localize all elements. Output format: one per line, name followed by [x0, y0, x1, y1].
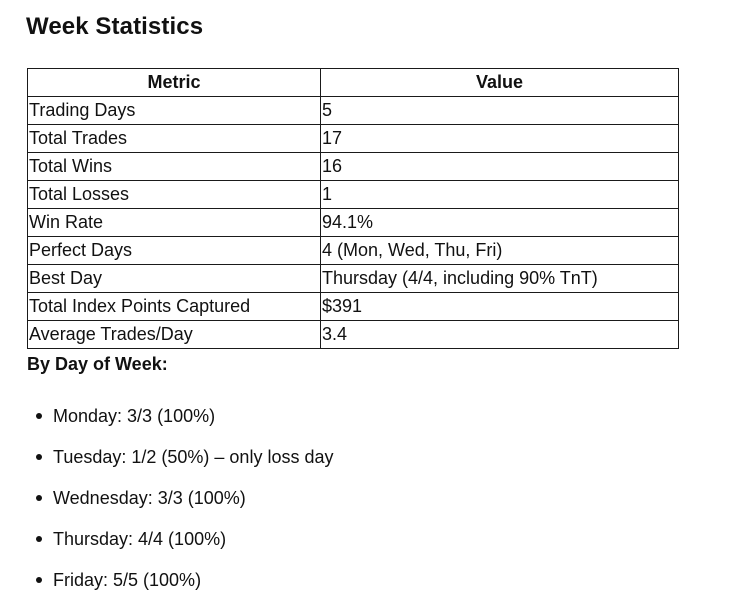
list-item — [27, 484, 333, 525]
table-row — [28, 237, 679, 265]
table-header-row — [28, 69, 679, 97]
list-item-text: Friday: 5/5 (100%) — [53, 570, 202, 590]
value-cell: 94.1% — [321, 209, 679, 237]
table-row — [28, 153, 679, 181]
table-row — [28, 293, 679, 321]
table-row — [28, 265, 679, 293]
value-cell: 16 — [321, 153, 679, 181]
list-item — [27, 566, 333, 607]
table-row — [28, 209, 679, 237]
list-item-text: Monday: 3/3 (100%) — [53, 406, 216, 426]
list-item-text: Thursday: 4/4 (100%) — [53, 529, 227, 549]
list-item-text: Wednesday: 3/3 (100%) — [53, 488, 246, 508]
week-statistics-table — [27, 68, 679, 349]
table-row — [28, 97, 679, 125]
table-row — [28, 181, 679, 209]
value-cell: 4 (Mon, Wed, Thu, Fri) — [321, 237, 679, 265]
bullet-icon — [36, 495, 42, 501]
value-cell: 17 — [321, 125, 679, 153]
metric-cell: Perfect Days — [28, 237, 321, 265]
metric-cell: Win Rate — [28, 209, 321, 237]
page-title: Week Statistics — [26, 13, 204, 40]
value-cell: 3.4 — [321, 321, 679, 349]
metric-cell: Total Trades — [28, 125, 321, 153]
by-day-list — [27, 402, 333, 607]
bullet-icon — [36, 536, 42, 542]
metric-cell: Total Wins — [28, 153, 321, 181]
bullet-icon — [36, 413, 42, 419]
metric-cell: Best Day — [28, 265, 321, 293]
metric-cell: Total Losses — [28, 181, 321, 209]
bullet-icon — [36, 577, 42, 583]
bullet-icon — [36, 454, 42, 460]
value-cell: Thursday (4/4, including 90% TnT) — [321, 265, 679, 293]
column-header-metric: Metric — [28, 69, 321, 97]
value-cell: 1 — [321, 181, 679, 209]
by-day-heading: By Day of Week: — [27, 354, 168, 374]
value-cell: $391 — [321, 293, 679, 321]
table-row — [28, 125, 679, 153]
column-header-value: Value — [321, 69, 679, 97]
table-row — [28, 321, 679, 349]
value-cell: 5 — [321, 97, 679, 125]
list-item — [27, 443, 333, 484]
metric-cell: Average Trades/Day — [28, 321, 321, 349]
metric-cell: Total Index Points Captured — [28, 293, 321, 321]
list-item — [27, 402, 333, 443]
list-item-text: Tuesday: 1/2 (50%) – only loss day — [53, 447, 334, 467]
metric-cell: Trading Days — [28, 97, 321, 125]
list-item — [27, 525, 333, 566]
